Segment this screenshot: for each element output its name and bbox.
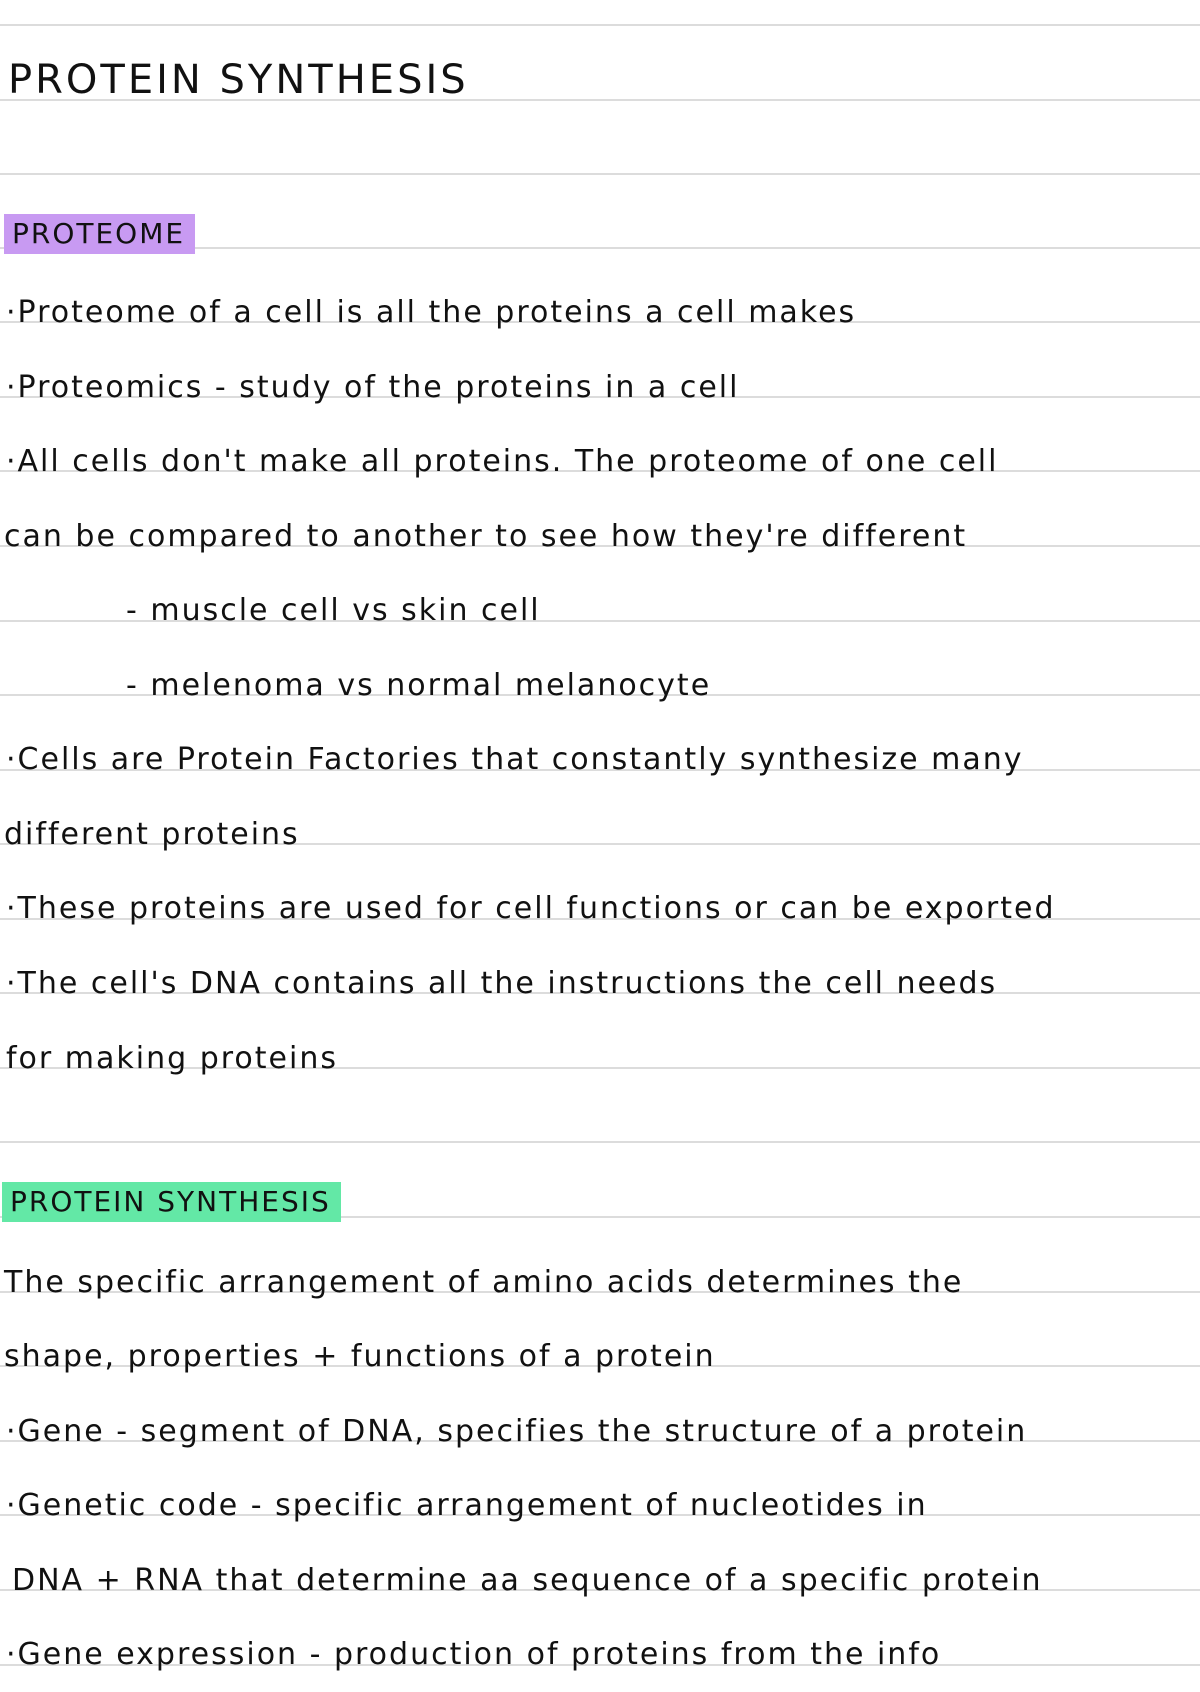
note-line: ·Proteomics - study of the proteins in a cell — [6, 370, 740, 405]
ruled-line — [0, 24, 1200, 26]
note-line: for making proteins — [6, 1041, 338, 1076]
note-line: can be compared to another to see how they're different — [4, 519, 968, 554]
note-line: ·The cell's DNA contains all the instructions the cell needs — [6, 966, 998, 1001]
note-line: ·Gene - segment of DNA, specifies the structure of a protein — [6, 1414, 1028, 1449]
note-line: DNA + RNA that determine aa sequence of a specific protein — [12, 1563, 1043, 1598]
note-line: ·Gene expression - production of proteins from the info — [6, 1637, 942, 1672]
note-line: shape, properties + functions of a protein — [4, 1339, 716, 1374]
note-line: ·These proteins are used for cell functions or can be exported — [6, 891, 1056, 926]
ruled-line — [0, 1141, 1200, 1143]
note-line: The specific arrangement of amino acids determines the — [4, 1265, 964, 1300]
note-subline: - melenoma vs normal melanocyte — [126, 668, 712, 703]
note-line: ·Cells are Protein Factories that constantly synthesize many — [6, 742, 1024, 777]
note-line: different proteins — [4, 817, 300, 852]
section-heading-proteome: PROTEOME — [4, 214, 195, 254]
section-heading-protein-synthesis: PROTEIN SYNTHESIS — [2, 1182, 341, 1222]
note-line: ·Genetic code - specific arrangement of nucleotides in — [6, 1488, 928, 1523]
note-line: ·All cells don't make all proteins. The proteome of one cell — [6, 444, 999, 479]
ruled-line — [0, 173, 1200, 175]
note-subline: - muscle cell vs skin cell — [126, 593, 541, 628]
page-title: PROTEIN SYNTHESIS — [8, 57, 469, 103]
note-line: ·Proteome of a cell is all the proteins a cell makes — [6, 295, 857, 330]
